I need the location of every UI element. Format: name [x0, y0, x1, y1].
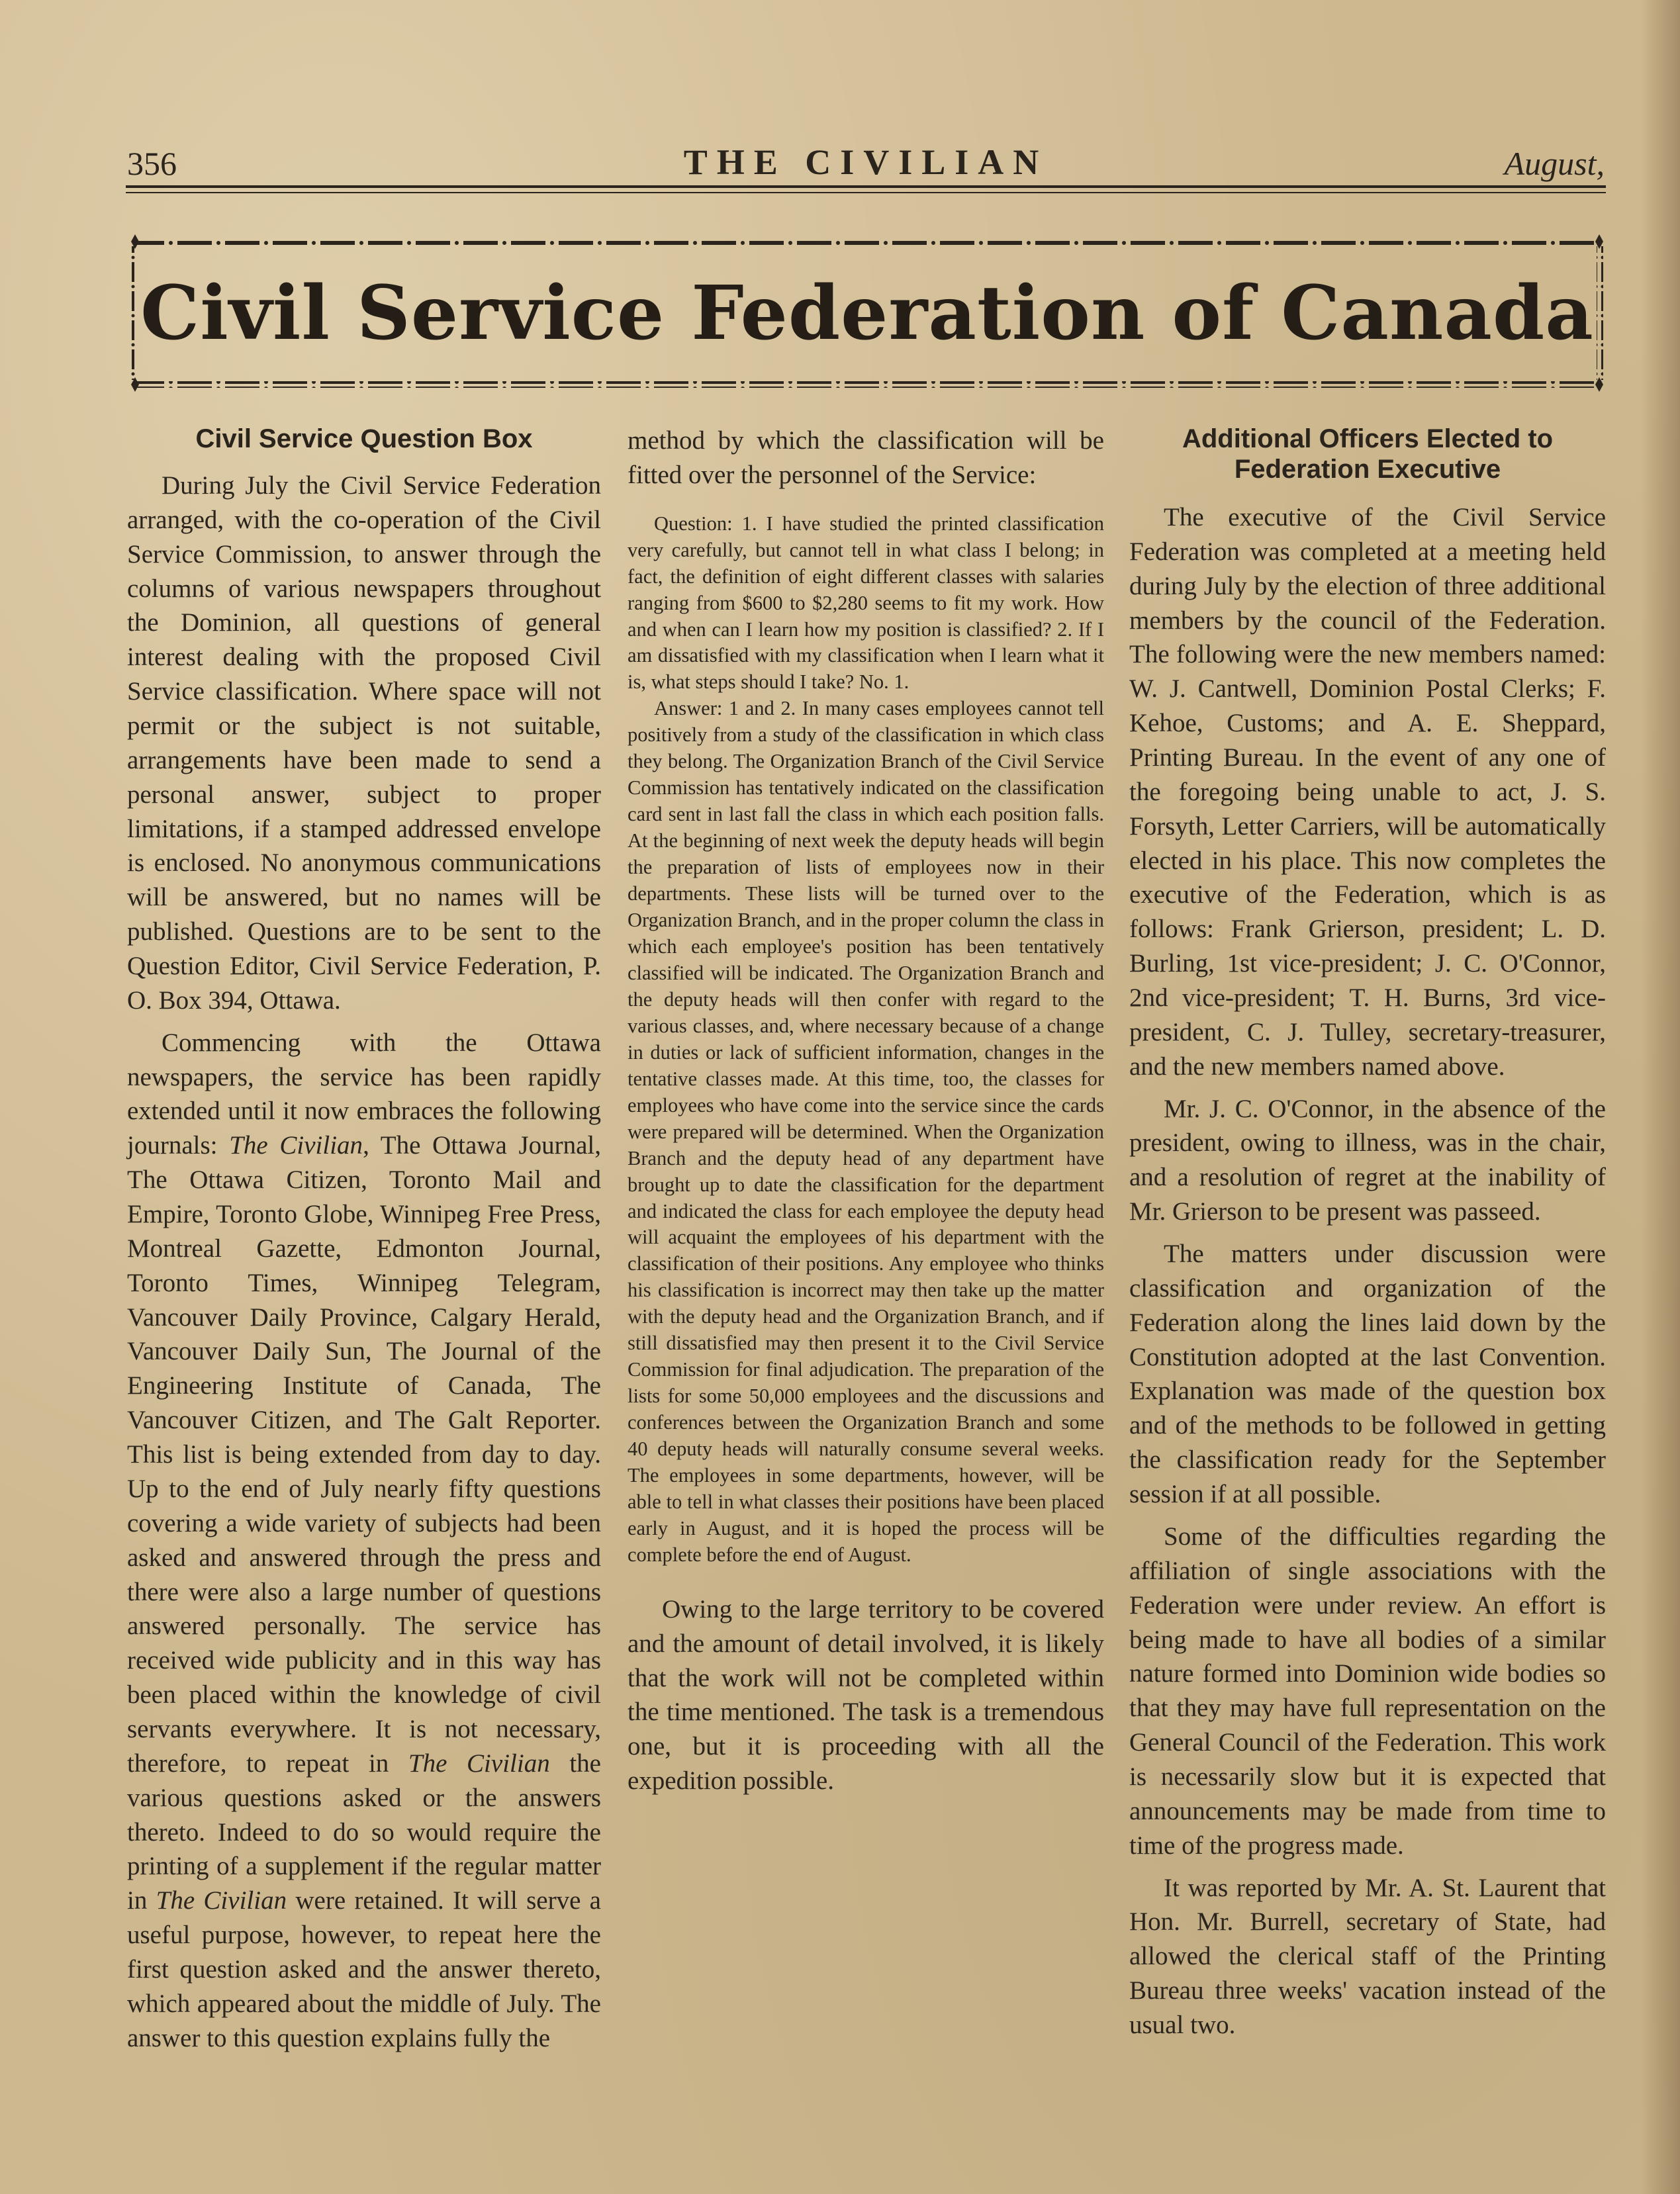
question-label: Question:	[654, 512, 733, 535]
journal-title: THE CIVILIAN	[683, 142, 1049, 182]
territory-paragraph: Owing to the large territory to be covered and the amount of detail involved, it is likely that the work will not be completed within the time mentioned. The task is a tremendous one, but it is proceeding with all the expedition possible.	[628, 1594, 1104, 1796]
column-3	[1129, 424, 1606, 2050]
italic-title: The Civilian	[156, 1886, 287, 1915]
text-run: Commencing with the Ottawa newspapers, the service has been rapidly extended until it now embraces the following journals:	[127, 1028, 601, 1160]
question-box-paragraph-1: During July the Civil Service Federation arranged, with the co-operation of the Civil Service Commission, to answer through the columns of various newspapers throughout the Dominion, all questions of general interest dealing with the proposed Civil Service classification. Where space will not permit or the subject is not suitable, arrangements have been made to send a personal answer, subject to proper limitations, if a stamped addressed envelope is enclosed. No anonymous communications will be answered, but no names will be published. Questions are to be sent to the Question Editor, Civil Service Federation, P. O. Box 394, Ottawa.	[127, 471, 601, 1015]
header-rule-thin	[126, 192, 1606, 193]
method-paragraph: method by which the classification will be fitted over the personnel of the Service:	[628, 426, 1104, 489]
officers-heading: Additional Officers Elected to Federation Executive	[1182, 424, 1554, 484]
question-body: 1. I have studied the printed classification very carefully, but cannot tell in what class I belong; in fact, the definition of eight different classes with salaries ranging from $600 to $2,280 seems to fit my work. How and when can I learn how my position is classified? 2. If I am dissatisfied with my classification when I learn what it is, what steps should I take? No. 1.	[628, 512, 1104, 694]
italic-title: The Civilian	[229, 1131, 363, 1160]
banner-title: Civil Service Federation of Canada	[140, 269, 1594, 357]
question-answer-block	[628, 511, 1104, 1569]
page-number: 356	[127, 145, 177, 182]
question-text	[628, 511, 1104, 696]
question-box-paragraph-2	[127, 1026, 601, 2056]
officers-paragraph-1: The executive of the Civil Service Federation was completed at a meeting held during July by the election of three additional members by the council of the Federation. The following were the new members named: W. J. Cantwell, Dominion Postal Clerks; F. Kehoe, Customs; and A. E. Sheppard, Printing Bureau. In the event of any one of the foregoing being unable to act, J. S. Forsyth, Letter Carriers, will be automatically elected in his place. This now completes the executive of the Federation, which is as follows: Frank Grierson, president; L. D. Burling, 1st vice-president; J. C. O'Connor, 2nd vice-president; T. H. Burns, 3rd vice-president, C. J. Tulley, secretary-treasurer, and the new members named above.	[1129, 503, 1606, 1081]
issue-month: August,	[1504, 145, 1605, 182]
officers-paragraph-3: The matters under discussion were classification and organization of the Federation along the lines laid down by the Constitution adopted at the last Convention. Explanation was made of the question box and of the methods to be followed in getting the classification ready for the September session if at all possible.	[1129, 1240, 1606, 1509]
officers-paragraph-5: It was reported by Mr. A. St. Laurent that Hon. Mr. Burrell, secretary of State, had allowed the clerical staff of the Printing Bureau three weeks' vacation instead of the usual two.	[1129, 1873, 1606, 2039]
page-edge-shadow	[1640, 0, 1680, 2194]
italic-title: The Civilian	[408, 1749, 550, 1778]
text-run: , The Ottawa Journal, The Ottawa Citizen, Toronto Mail and Empire, Toronto Globe, Winnipeg Free Press, Montreal Gazette, Edmonton Journal, Toronto Times, Winnipeg Telegram, Vancouver Daily Province, Calgary Herald, Vancouver Daily Sun, The Journal of the Engineering Institute of Canada, The Vancouver Citizen, and The Galt Reporter. This list is being extended from day to day. Up to the end of July nearly fifty questions covering a wide variety of subjects had been asked and answered through the press and there were also a large number of questions answered personally. The service has received wide publicity and in this way has been placed within the knowledge of civil servants everywhere. It is not necessary, therefore, to repeat in	[127, 1131, 602, 1778]
column-2	[628, 424, 1104, 1806]
question-box-heading: Civil Service Question Box	[195, 424, 533, 453]
text-run: were retained. It will serve a useful purpose, however, to repeat here the first question asked and the answer thereto, which appeared about the middle of July. The answer to this question explains fully the	[127, 1886, 601, 2052]
answer-body: 1 and 2. In many cases employees cannot tell positively from a study of the classification in which class they belong. The Organization Branch of the Civil Service Commission has tentatively indicated on the classification card sent in last fall the class in which each position falls. At the beginning of next week the deputy heads will begin the preparation of lists of employees now in their departments. These lists will be turned over to the Organization Branch, and in the proper column the class in which each employee's position has been tentatively classified will be indicated. The Organization Branch and the deputy heads will then confer with regard to the various classes, and, where necessary because of a change in duties or lack of sufficient information, changes in the tentative classes made. At this time, too, the classes for employees who have come into the service since the cards were prepared will be determined. When the Organization Branch and the deputy head of any department have brought up to date the classification for the department and indicated the class for each employee the deputy head will acquaint the employees of his department with the classification of their positions. Any employee who thinks his classification is incorrect may then take up the matter with the deputy head and the Organization Branch, and if still dissatisfied may then present it to the Civil Service Commission for final adjudication. The preparation of the lists for some 50,000 employees and the discussions and conferences between the Organization Branch and some 40 deputy heads will naturally consume several weeks. The employees in some departments, however, will be able to tell in what classes their positions have been placed early in August, and it is hoped the process will be complete before the end of August.	[628, 697, 1104, 1566]
section-banner	[130, 233, 1605, 393]
text-run: the various questions asked or the answers thereto. Indeed to do so would require the printing of a supplement if the regular matter in	[127, 1749, 601, 1915]
running-head	[127, 131, 1605, 180]
officers-paragraph-2: Mr. J. C. O'Connor, in the absence of the president, owing to illness, was in the chair, and a resolution of regret at the inability of Mr. Grierson to be present was passeed.	[1129, 1094, 1606, 1226]
column-1	[127, 424, 601, 2064]
answer-label: Answer:	[654, 697, 723, 720]
answer-text	[628, 696, 1104, 1568]
header-rule-thick	[126, 185, 1606, 188]
officers-paragraph-4: Some of the difficulties regarding the affiliation of single associations with the Federation were under review. An effort is being made to have all bodies of a similar nature formed into Dominion wide bodies so that they may have full representation on the General Council of the Federation. This work is necessarily slow but it is expected that announcements may be made from time to time of the progress made.	[1129, 1522, 1606, 1860]
